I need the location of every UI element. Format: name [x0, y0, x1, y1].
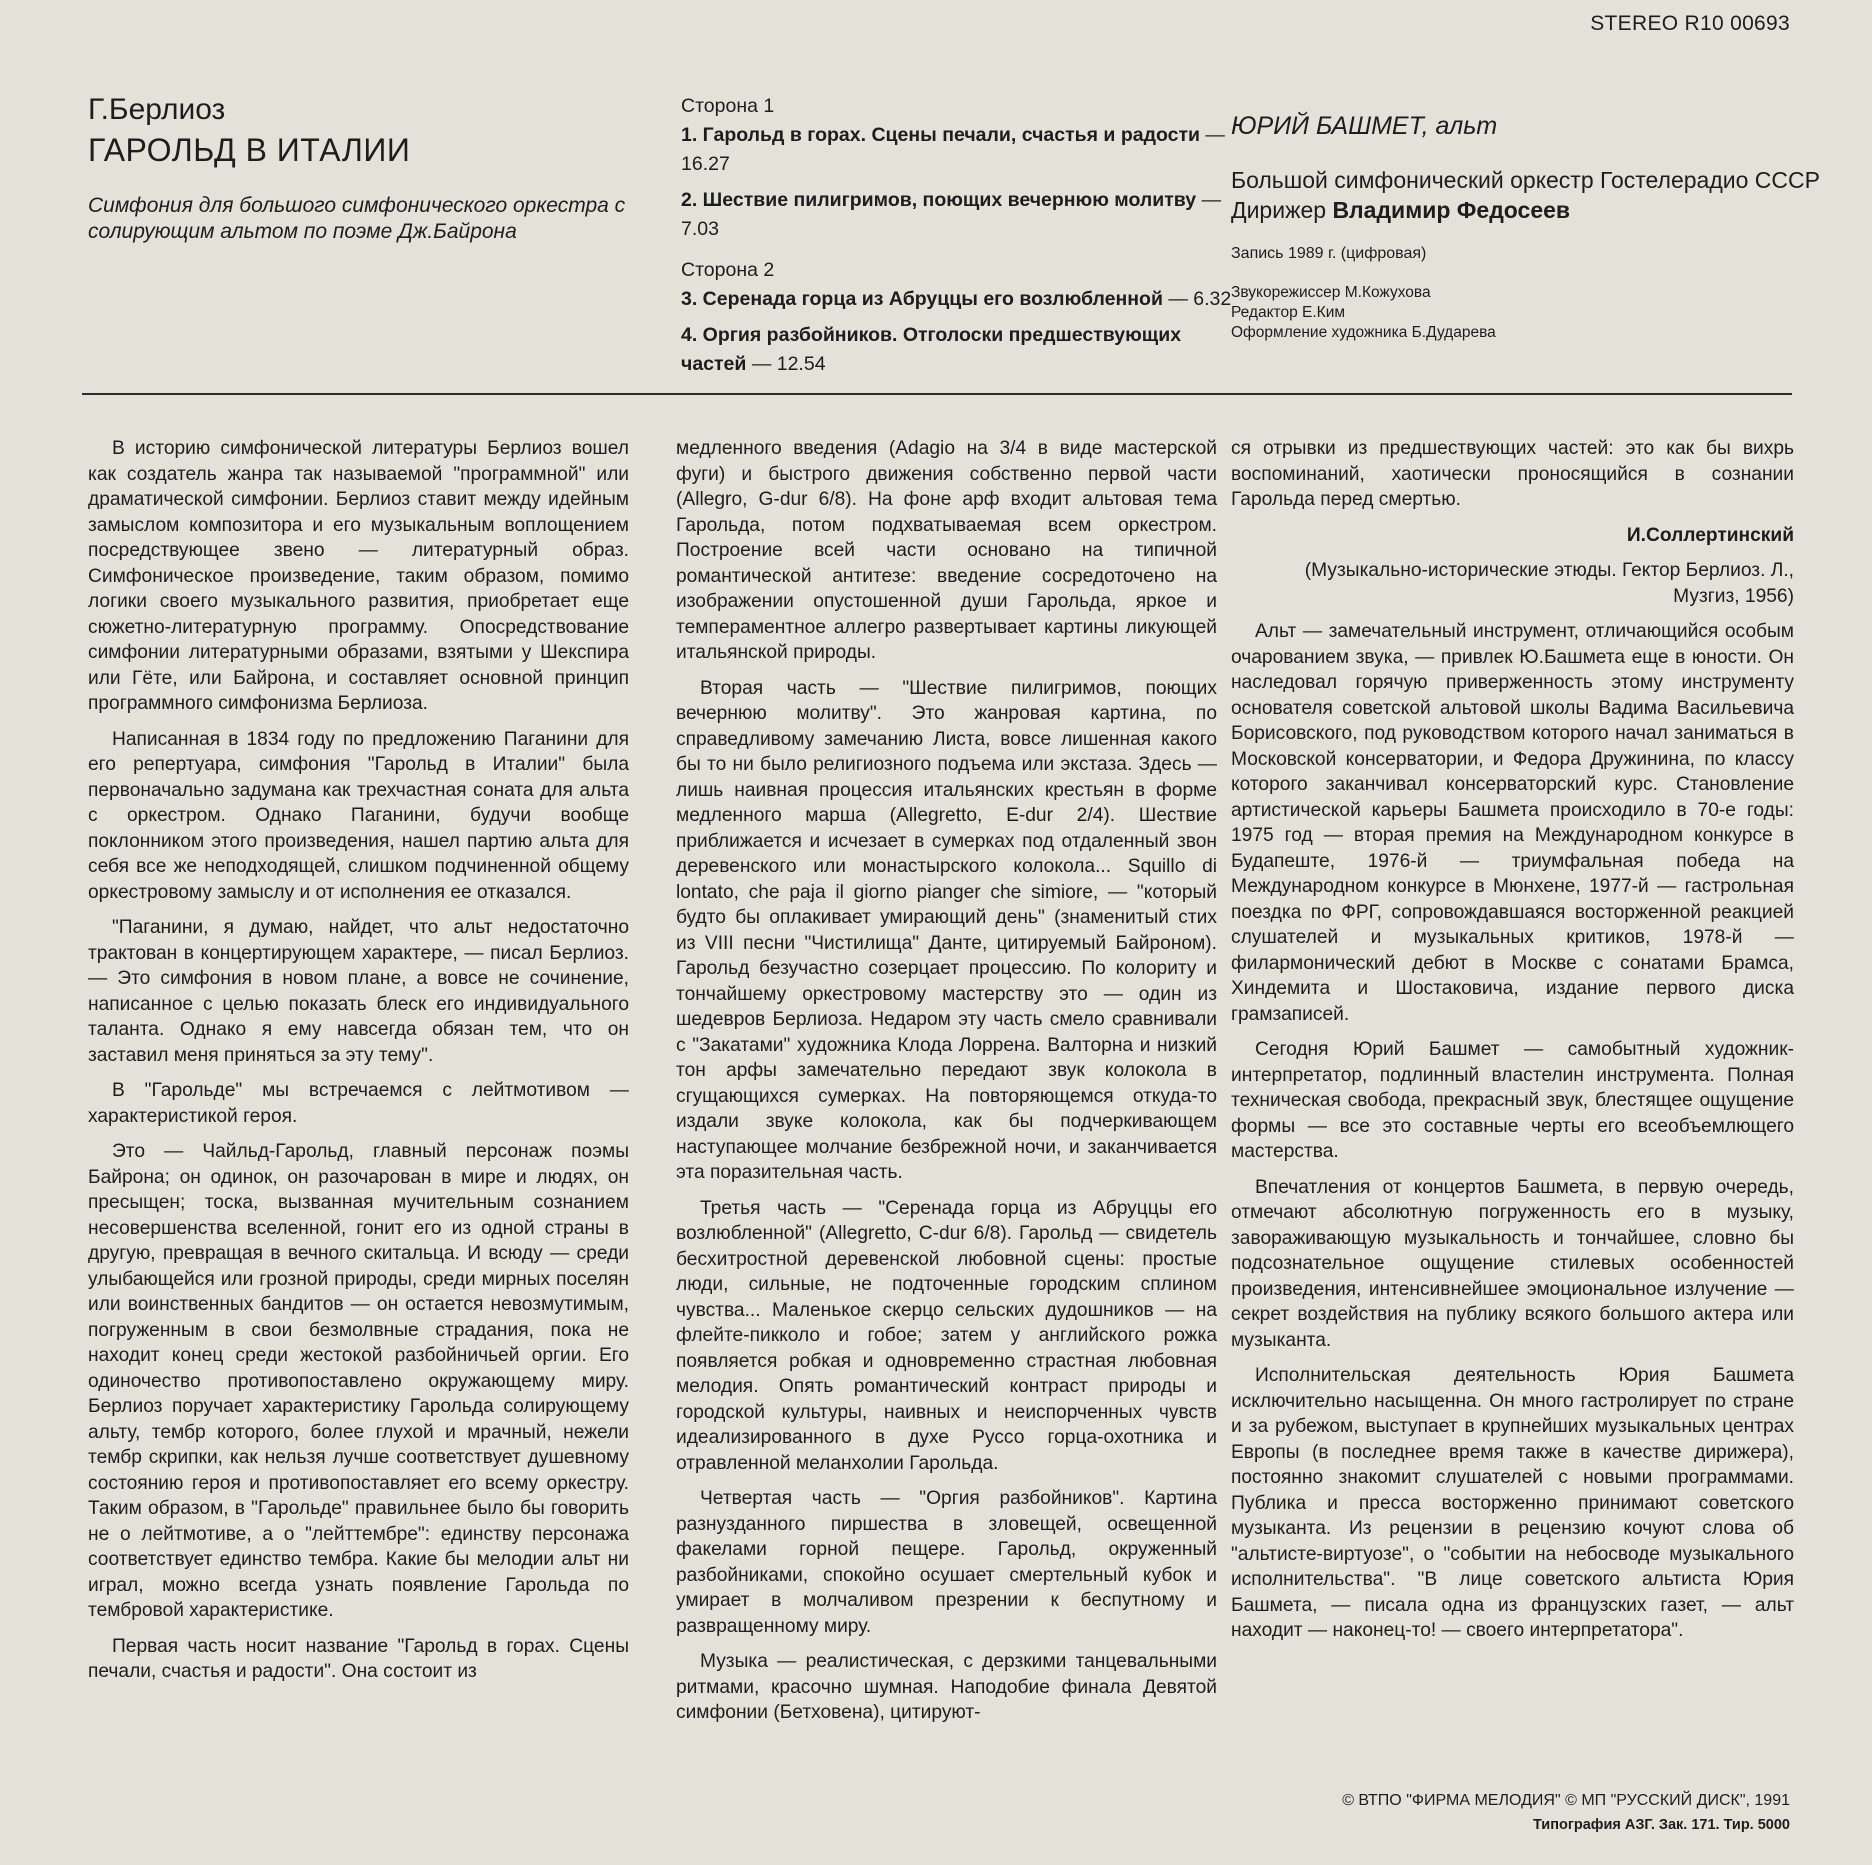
article-column-3: [1231, 436, 1794, 1654]
paragraph: Музыка — реалистическая, с дерзкими танцевальными ритмами, красочно шумная. Наподобие финала Девятой симфонии (Бетховена), цитируют-: [676, 1651, 1217, 1723]
credit-sound-engineer: Звукорежиссер М.Кожухова: [1231, 284, 1431, 301]
track-3: [681, 285, 1241, 314]
side-2-label: Сторона 2: [681, 259, 775, 281]
paragraph: Третья часть — "Серенада горца из Абруццы его возлюбленной" (Allegretto, C-dur 6/8). Гарольд — свидетель бесхитростной деревенской любовной сцены: простые люди, сильные, не подточенные городским сплином чувства... Маленькое скерцо сельских дудошников — на флейте-пикколо и гобое; затем у английского рожка появляется робкая и одновременно страстная любовная мелодия. Опять романтический контраст природы и городской культуры, наивных и неиспорченных чувств идеализированного в духе Руссо горца-охотника и отравленной меланхолии Гарольда.: [676, 1197, 1217, 1474]
paragraph: Вторая часть — "Шествие пилигримов, поющих вечернюю молитву". Это жанровая картина, по справедливому замечанию Листа, вовсе лишенная какого бы то ни было религиозного подъема или экстаза. Здесь — лишь наивная процессия итальянских крестьян в форме медленного марша (Allegretto, E-dur 2/4). Шествие приближается и исчезает в сумерках под отдаленный звон деревенского или монастырского колокола... Squillo di lontato, che paja il giorno pianger che simiore, — "который будто бы оплакивает умирающий день" (знаменитый стих из VIII песни "Чистилища" Данте, цитируемый Байроном). Гарольд безучастно созерцает процессию. По колориту и тончайшему оркестровому мастерству это — один из шедевров Берлиоза. Недаром эту часть смело сравнивали с "Закатами" художника Клода Лоррена. Валторна и низкий тон арфы замечательно передают звук колокола в сгущающихся сумерках. На повторяющемся откуда-то издали звуке колокола, как бы подчеркивающем наступающее молчание безбрежной ночи, и заканчивается эта поразительная часть.: [676, 677, 1217, 1183]
track-duration: — 6.32: [1168, 288, 1232, 310]
divider: [82, 393, 1792, 395]
copyright: © ВТПО "ФИРМА МЕЛОДИЯ" © МП "РУССКИЙ ДИСК", 1991: [1342, 1792, 1790, 1809]
paragraph: Написанная в 1834 году по предложению Паганини для его репертуара, симфония "Гарольд в Италии" была первоначально задумана как трехчастная соната для альта с оркестром. Однако Паганини, будучи вообще поклонником этого произведения, нашел партию альта для себя все же неподходящей, слишком подчиненной общему оркестровому замыслу и от исполнения ее отказался.: [88, 728, 629, 903]
paragraph: Впечатления от концертов Башмета, в первую очередь, отмечают абсолютную погруженность его в музыку, завораживающую музыкальность и тончайшее, словно бы подсознательное ощущение стилевых особенностей произведения, интенсивнейшее эмоциональное излучение — секрет воздействия на публику всякого большого актера или музыканта.: [1231, 1176, 1794, 1351]
tracklist: [681, 92, 1241, 386]
citation-source: (Музыкально-исторические этюды. Гектор Берлиоз. Л., Музгиз, 1956): [1304, 560, 1794, 607]
recording-info: Запись 1989 г. (цифровая): [1231, 245, 1427, 262]
performers-block: [1231, 112, 1831, 343]
paragraph: ся отрывки из предшествующих частей: это как бы вихрь воспоминаний, хаотически проносящийся в сознании Гарольда перед смертью.: [1231, 438, 1794, 510]
paragraph: Первая часть носит название "Гарольд в горах. Сцены печали, счастья и радости". Она состоит из: [88, 1635, 629, 1682]
print-info: Типография АЗГ. Зак. 171. Тир. 5000: [1532, 1817, 1790, 1833]
paragraph: Четвертая часть — "Оргия разбойников". Картина разнузданного пиршества в зловещей, освещенной факелами горной пещере. Гарольд, окруженный разбойниками, спокойно осушает смертельный кубок и умирает в молчаливом презрении к беспутному и развращенному миру.: [676, 1488, 1217, 1637]
paragraph: Это — Чайльд-Гарольд, главный персонаж поэмы Байрона; он одинок, он разочарован в мире и людях, он пресыщен; тоска, вызванная мучительным сознанием несовершенства вселенной, гонит его из одной страны в другую, превращая в вечного скитальца. И всюду — среди улыбающейся или грозной природы, среди мирных поселян или воинственных бандитов — он остается невозмутимым, погруженным в свои безмолвные страдания, пока не находит конец среди жестокой разбойничьей оргии. Его одиночество противопоставлено окружающему миру. Берлиоз поручает характеристику Гарольда солирующему альту, тембр которого, более глухой и мрачный, нежели тембр скрипки, как нельзя лучше соответствует душевному состоянию героя и противопоставляет его всему оркестру. Таким образом, в "Гарольде" правильнее было бы говорить не о лейтмотиве, а о "лейттембре": единству персонажа соответствует единство тембра. Какие бы мелодии альт ни играл, можно всегда узнать появление Гарольда по тембровой характеристике.: [88, 1141, 629, 1621]
article-column-2: [676, 436, 1217, 1736]
side-1-label: Сторона 1: [681, 95, 775, 117]
credit-editor: Редактор Е.Ким: [1231, 304, 1346, 321]
track-duration: — 16.27: [681, 124, 1225, 175]
work-subtitle: Симфония для большого симфонического оркестра с солирующим альтом по поэме Дж.Байрона: [88, 194, 626, 243]
work-title: ГАРОЛЬД В ИТАЛИИ: [88, 132, 411, 168]
paragraph: "Паганини, я думаю, найдет, что альт недостаточно трактован в концертирующем характере, — писал Берлиоз. — Это симфония в новом плане, а вовсе не сочинение, написанное с целью показать блеск его индивидуального таланта. Однако я ему навсегда обязан тем, что он заставил меня приняться за эту тему".: [88, 917, 629, 1066]
signature: И.Соллертинский: [1626, 524, 1794, 546]
catalog-number: STEREO R10 00693: [1590, 12, 1790, 35]
paragraph: В историю симфонической литературы Берлиоз вошел как создатель жанра так называемой "программной" или драматической симфонии. Берлиоз ставит между идейным замыслом композитора и его музыкальным воплощением посредствующее звено — литературный образ. Симфоническое произведение, таким образом, помимо логики своего музыкального развития, приобретает еще сюжетно-литературную программу. Опосредствование симфонии литературными образами, взятыми у Шекспира или Гёте, или Байрона, и составляет основной принцип программного симфонизма Берлиоза.: [88, 438, 629, 714]
track-1: [681, 121, 1241, 179]
conductor-name: Владимир Федосеев: [1332, 197, 1571, 223]
track-title: 4. Оргия разбойников. Отголоски предшествующих частей: [681, 324, 1182, 375]
soloist: ЮРИЙ БАШМЕТ, альт: [1231, 112, 1498, 140]
article-column-1: [88, 436, 629, 1695]
credits: [1231, 283, 1831, 343]
paragraph: Альт — замечательный инструмент, отличающийся особым очарованием звука, — привлек Ю.Башмета еще в юности. Он наследовал горячую приверженность этому инструменту основателя советской альтовой школы Вадима Васильевича Борисовского, под руководством которого начал заниматься в Московской консерватории, и Федора Дружинина, по классу которого заканчивал консерваторский курс. Становление артистической карьеры Башмета происходило в 70-е годы: 1975 год — вторая премия на Международном конкурсе в Будапеште, 1976-й — триумфальная победа на Международном конкурсе в Мюнхене, 1977-й — гастрольная поездка по ФРГ, сопровождавшаяся восторженной реакцией слушателей и музыкальных критиков, 1978-й — филармонический дебют в Москве с сонатами Брамса, Хиндемита и Шостаковича, издание первого диска грамзаписей.: [1231, 621, 1794, 1025]
paragraph: В "Гарольде" мы встречаемся с лейтмотивом — характеристикой героя.: [88, 1080, 629, 1127]
track-2: [681, 186, 1241, 244]
conductor-line: [1231, 195, 1831, 225]
paragraph: Исполнительская деятельность Юрия Башмета исключительно насыщенна. Он много гастролирует по стране и за рубежом, выступает в крупнейших музыкальных центрах Европы (в последнее время также в качестве дирижера), постоянно знакомит слушателей с новыми программами. Публика и пресса восторженно принимают советского музыканта. Из рецензии в рецензию кочуют слова об "альтисте-виртуозе", о "событии на небосводе музыкального исполнительства". "В лице советского альтиста Юрия Башмета, — писала одна из французских газет, — альт находит — наконец-то! — своего интерпретатора".: [1231, 1365, 1794, 1641]
track-duration: — 7.03: [681, 189, 1222, 240]
conductor-label: Дирижер: [1231, 197, 1327, 223]
track-title: 3. Серенада горца из Абруццы его возлюбленной: [681, 288, 1163, 310]
composer-name: Г.Берлиоз: [88, 93, 226, 126]
paragraph: медленного введения (Adagio на 3/4 в виде мастерской фуги) и быстрого движения собственно первой части (Allegro, G-dur 6/8). На фоне арф входит альтовая тема Гарольда, потом подхватываемая всем оркестром. Построение всей части основано на типичной романтической антитезе: введение сосредоточено на изображении опустошенной души Гарольда, яркое и темпераментное аллегро развертывает картины ликующей итальянской природы.: [676, 438, 1217, 663]
track-title: 1. Гарольд в горах. Сцены печали, счастья и радости: [681, 124, 1200, 146]
track-duration: — 12.54: [751, 353, 826, 375]
track-4: [681, 321, 1241, 379]
orchestra: Большой симфонический оркестр Гостелерадио СССР: [1231, 167, 1820, 193]
paragraph: Сегодня Юрий Башмет — самобытный художник-интерпретатор, подлинный властелин инструмента. Полная техническая свобода, прекрасный звук, блестящее ощущение формы — все это составные черты его всеобъемлющего мастерства.: [1231, 1039, 1794, 1162]
track-title: 2. Шествие пилигримов, поющих вечернюю молитву: [681, 189, 1197, 211]
credit-designer: Оформление художника Б.Дударева: [1231, 324, 1496, 341]
